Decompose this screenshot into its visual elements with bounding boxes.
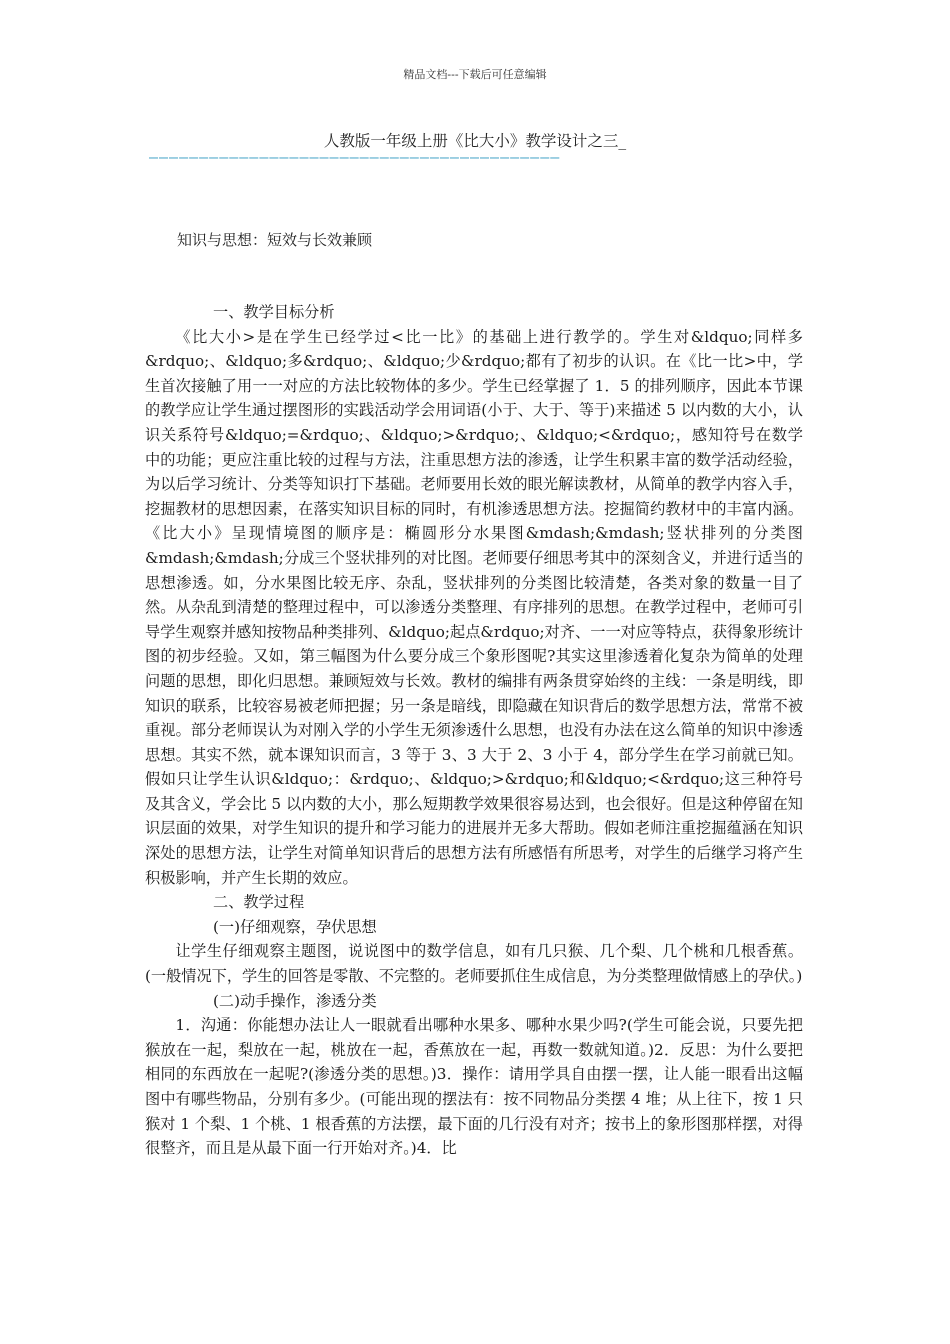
section-2-part-2-heading: (二)动手操作，渗透分类 — [213, 991, 377, 1010]
section-1-paragraph: 《比大小>是在学生已经学过<比一比》的基础上进行教学的。学生对&ldquo;同样多&rdquo;、&ldquo;多&rdquo;、&ldquo;少&rdquo;都有了初步的认识。在《比一比>中，学生首次接触了用一一对应的方法比较物体的多少。学生已经掌握了 1．5 的排列顺序，因此本节课的教学应让学生通过摆图形的实践活动学会用词语(小于、大于、等于)来描述 5 以内数的大小，认识关系符号&ldquo;=&rdquo;、&ldquo;>&rdquo;、&ldquo;<&rdquo;，感知符号在数学中的功能；更应注重比较的过程与方法，注重思想方法的渗透，让学生积累丰富的数学活动经验，为以后学习统计、分类等知识打下基础。老师要用长效的眼光解读教材，从简单的教学内容入手，挖掘教材的思想因素，在落实知识目标的同时，有机渗透思想方法。挖掘简约教材中的丰富内涵。《比大小》呈现情境图的顺序是：椭圆形分水果图&mdash;&mdash;竖状排列的分类图&mdash;&mdash;分成三个竖状排列的对比图。老师要仔细思考其中的深刻含义，并进行适当的思想渗透。如，分水果图比较无序、杂乱，竖状排列的分类图比较清楚，各类对象的数量一目了然。从杂乱到清楚的整理过程中，可以渗透分类整理、有序排列的思想。在教学过程中，老师可引导学生观察并感知按物品种类排列、&ldquo;起点&rdquo;对齐、一一对应等特点，获得象形统计图的初步经验。又如，第三幅图为什么要分成三个象形图呢?其实这里渗透着化复杂为简单的处理问题的思想，即化归思想。兼顾短效与长效。教材的编排有两条贯穿始终的主线：一条是明线，即知识的联系，比较容易被老师把握；另一条是暗线，即隐藏在知识背后的数学思想方法，常常不被重视。部分老师误认为对刚入学的小学生无须渗透什么思想，也没有办法在这么简单的知识中渗透思想。其实不然，就本课知识而言，3 等于 3、3 大于 2、3 小于 4，部分学生在学习前就已知。假如只让学生认识&ldquo;：&rdquo;、&ldquo;>&rdquo;和&ldquo;<&rdquo;这三种符号及其含义，学会比 5 以内数的大小，那么短期教学效果很容易达到，也会很好。但是这种停留在知识层面的效果，对学生知识的提升和学习能力的进展并无多大帮助。假如老师注重挖掘蕴涵在知识深处的思想方法，让学生对简单知识背后的思想方法有所感悟有所思考，对学生的后继学习将产生积极影响，并产生长期的效应。 — [145, 327, 803, 887]
section-2-part-1-heading: (一)仔细观察，孕伏思想 — [213, 917, 377, 936]
header-note: 精品文档---下载后可任意编辑 — [403, 68, 547, 81]
title-divider: ————————————————————————————————————————— — [149, 148, 561, 166]
document-subtitle: 知识与思想：短效与长效兼顾 — [177, 231, 373, 249]
section-1-heading: 一、教学目标分析 — [213, 303, 335, 321]
section-2-part-2-paragraph: 1．沟通：你能想办法让人一眼就看出哪种水果多、哪种水果少吗?(学生可能会说，只要先把猴放在一起，梨放在一起，桃放在一起，香蕉放在一起，再数一数就知道。)2．反思：为什么要把相同的东西放在一起呢?(渗透分类的思想。)3．操作：请用学具自由摆一摆，让人能一眼看出这幅图中有哪些物品，分别有多少。(可能出现的摆法有：按不同物品分类摆 4 堆；从上往下，按 1 只猴对 1 个梨、1 个桃、1 根香蕉的方法摆，最下面的几行没有对齐；按书上的象形图那样摆，对得很整齐，而且是从最下面一行开始对齐。)4．比 — [145, 1016, 803, 1158]
section-2-part-1-paragraph: 让学生仔细观察主题图，说说图中的数学信息，如有几只猴、几个梨、几个桃和几根香蕉。(一般情况下，学生的回答是零散、不完整的。老师要抓住生成信息，为分类整理做情感上的孕伏。) — [145, 942, 803, 986]
document-title: 人教版一年级上册《比大小》教学设计之三_ — [323, 132, 627, 150]
document-body — [145, 300, 803, 1161]
section-2-heading: 二、教学过程 — [213, 893, 305, 912]
